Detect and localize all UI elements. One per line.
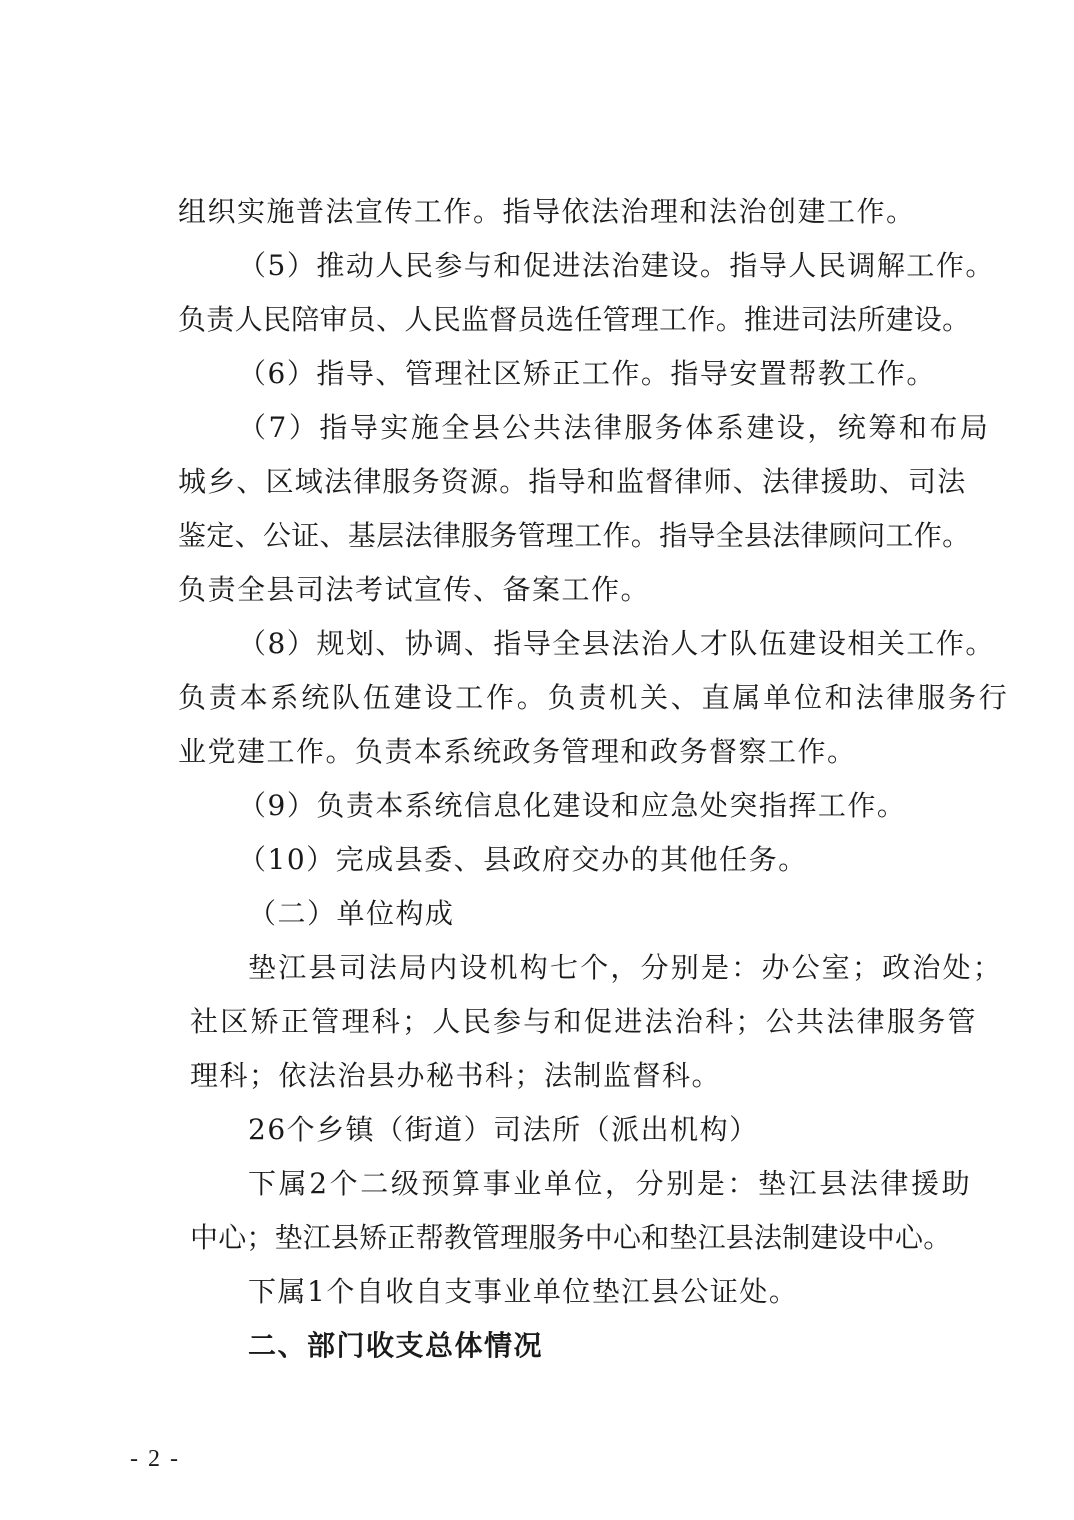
paragraph-line: 鉴定、公证、基层法律服务管理工作。指导全县法律顾问工作。 — [178, 519, 971, 552]
paragraph-line: 26个乡镇（街道）司法所（派出机构） — [248, 1113, 759, 1146]
paragraph-line: 下属1个自收自支事业单位垫江县公证处。 — [248, 1275, 799, 1308]
paragraph-line: 理科；依法治县办秘书科；法制监督科。 — [190, 1059, 722, 1092]
page-number: - 2 - — [130, 1446, 180, 1472]
paragraph-line: （8）规划、协调、指导全县法治人才队伍建设相关工作。 — [238, 627, 995, 660]
paragraph-line: （5）推动人民参与和促进法治建设。指导人民调解工作。 — [238, 249, 995, 282]
paragraph-line: 负责人民陪审员、人民监督员选任管理工作。推进司法所建设。 — [178, 303, 971, 336]
paragraph-line: 负责全县司法考试宣传、备案工作。 — [178, 573, 651, 606]
paragraph-line: （6）指导、管理社区矫正工作。指导安置帮教工作。 — [238, 357, 936, 390]
paragraph-line: 下属2个二级预算事业单位，分别是：垫江县法律援助 — [248, 1167, 973, 1200]
section-subheading: （二）单位构成 — [248, 897, 455, 930]
paragraph-line: 社区矫正管理科；人民参与和促进法治科；公共法律服务管 — [190, 1005, 978, 1038]
paragraph-line: 中心；垫江县矫正帮教管理服务中心和垫江县法制建设中心。 — [190, 1221, 952, 1254]
paragraph-line: 负责本系统队伍建设工作。负责机关、直属单位和法律服务行 — [178, 681, 1010, 714]
section-heading: 二、部门收支总体情况 — [248, 1329, 544, 1362]
paragraph-line: 业党建工作。负责本系统政务管理和政务督察工作。 — [178, 735, 857, 768]
paragraph-line: 组织实施普法宣传工作。指导依法治理和法治创建工作。 — [178, 195, 916, 228]
paragraph-line: 垫江县司法局内设机构七个，分别是：办公室；政治处； — [248, 951, 1004, 984]
paragraph-line: （10）完成县委、县政府交办的其他任务。 — [238, 843, 808, 876]
paragraph-line: 城乡、区域法律服务资源。指导和监督律师、法律援助、司法 — [178, 465, 967, 498]
paragraph-line: （9）负责本系统信息化建设和应急处突指挥工作。 — [238, 789, 907, 822]
paragraph-line: （7）指导实施全县公共法律服务体系建设，统筹和布局 — [238, 411, 991, 444]
